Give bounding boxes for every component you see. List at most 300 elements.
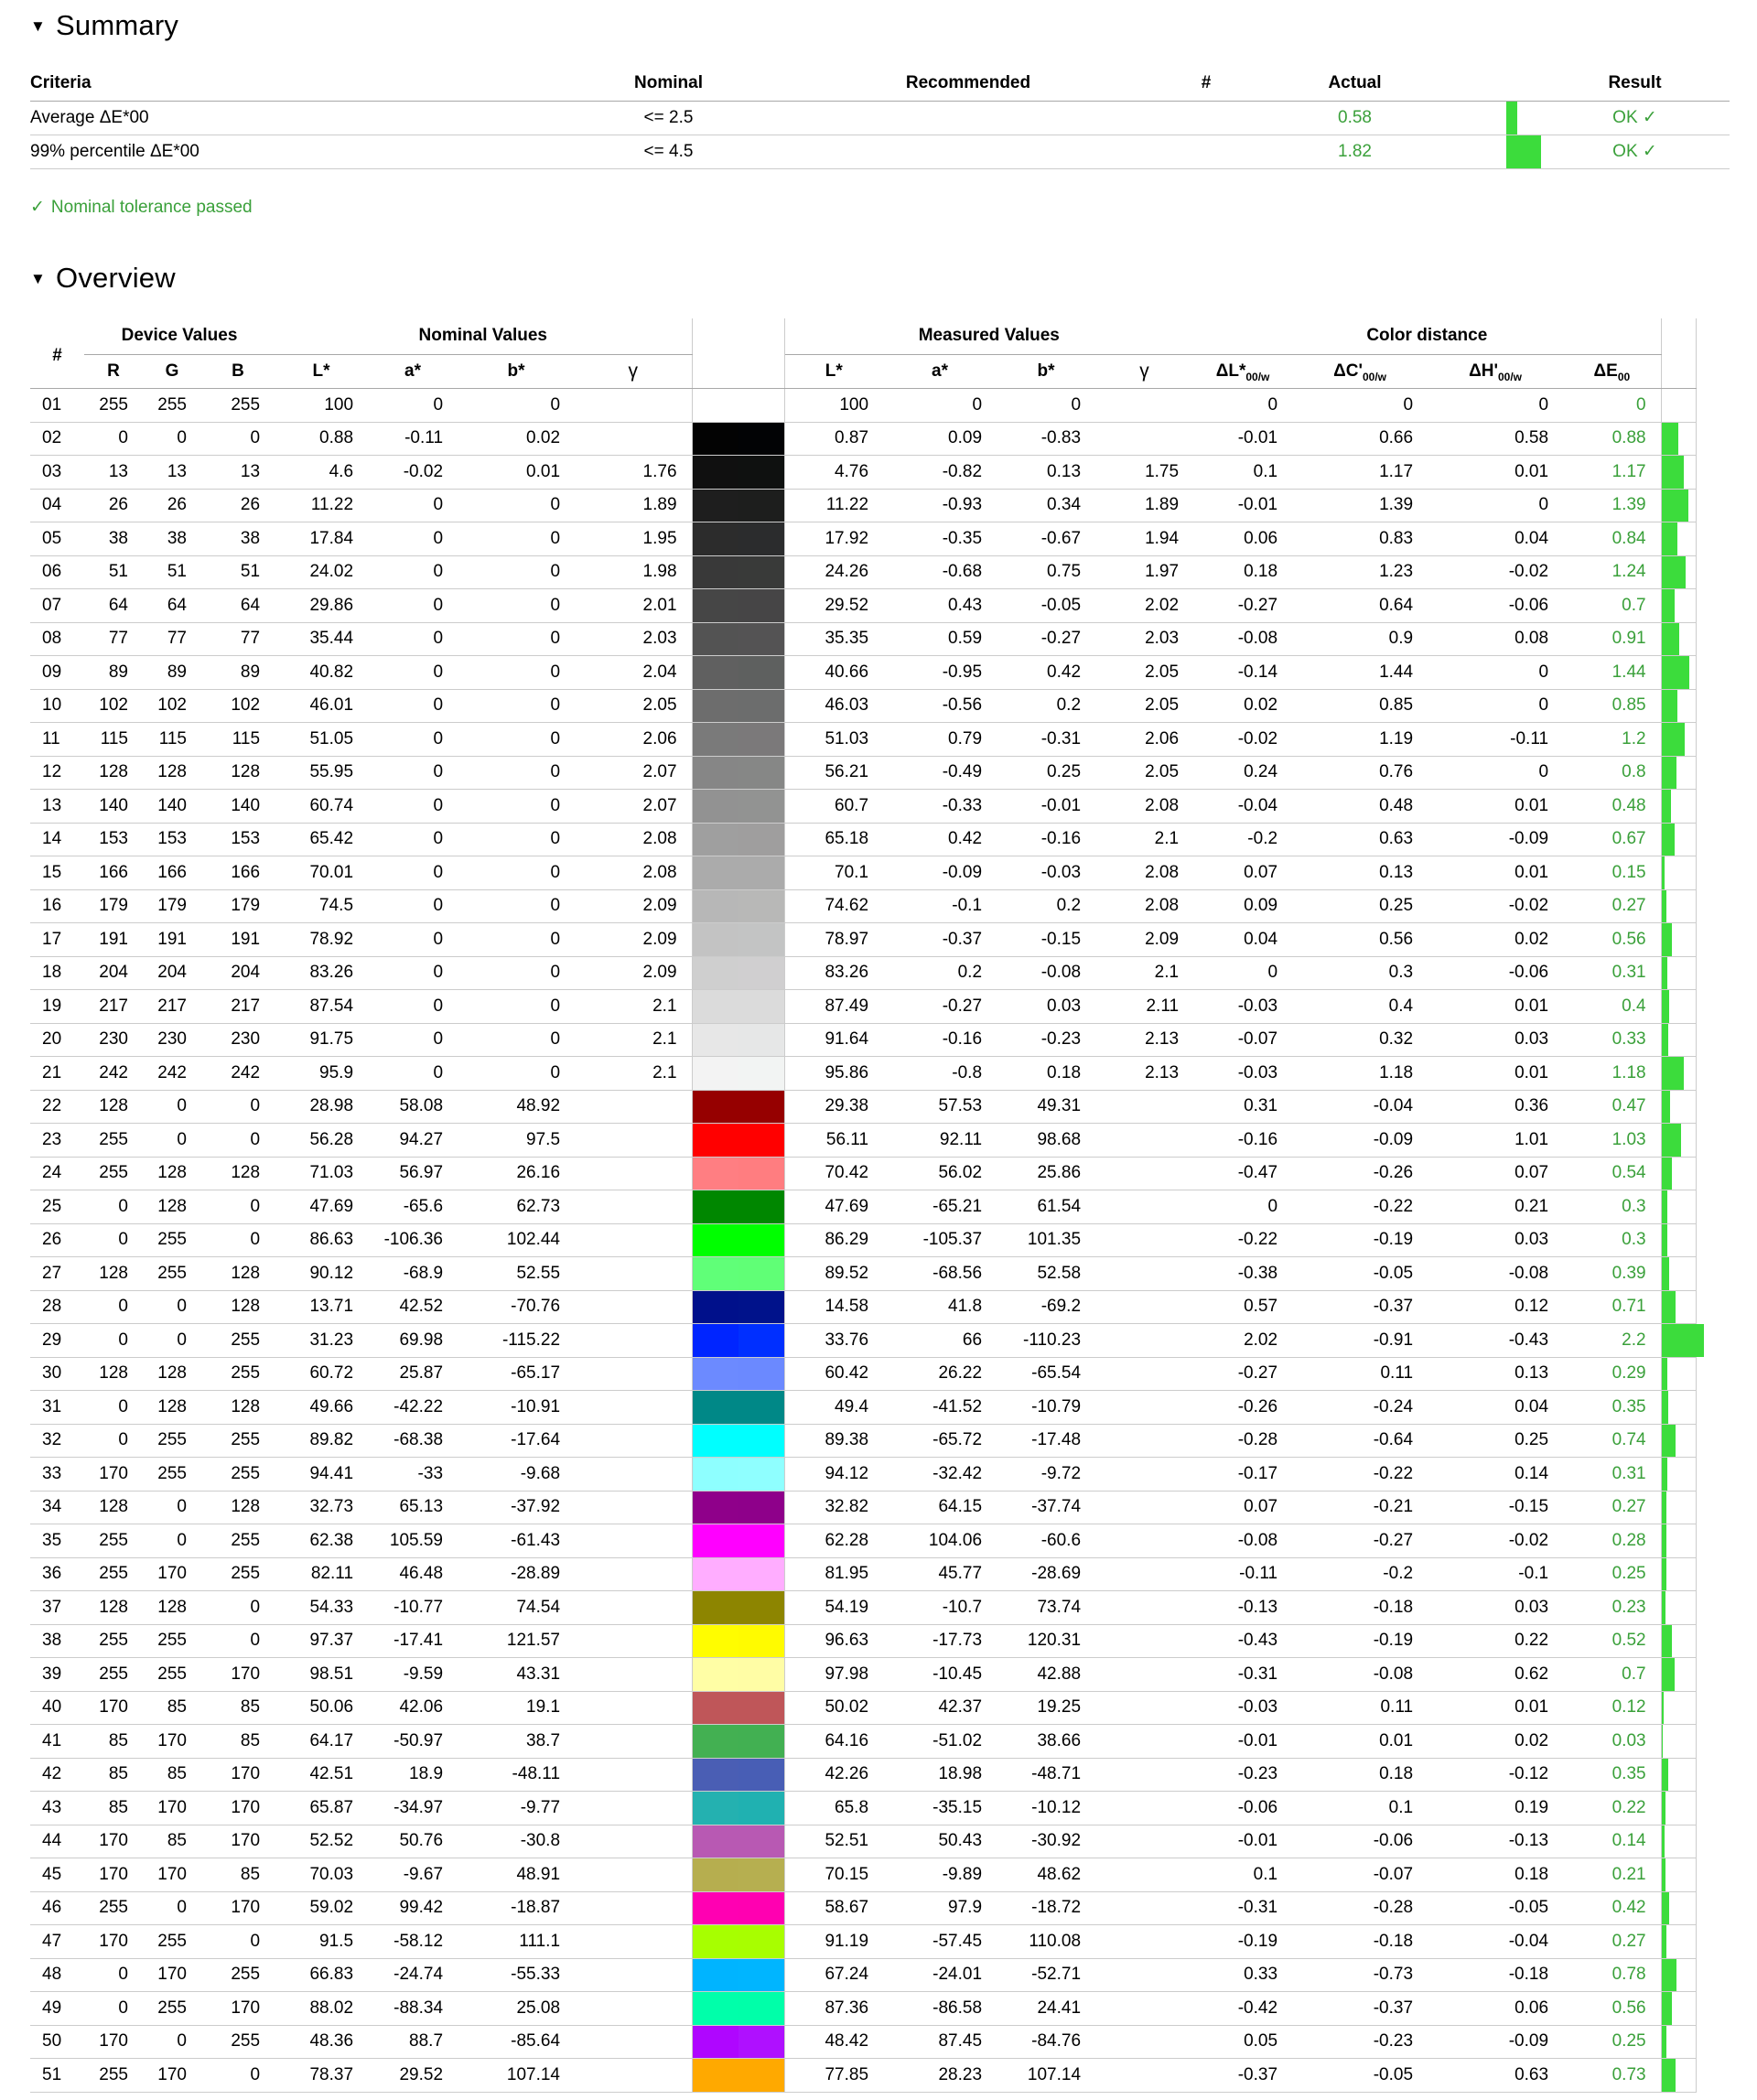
color-swatch-cell <box>692 2059 784 2093</box>
color-distance-header: Color distance <box>1193 318 1661 355</box>
delta-e-bar <box>1662 1224 1667 1257</box>
measured-l-cell: 58.67 <box>784 1891 883 1925</box>
nominal-b-cell: 0 <box>458 1023 575 1057</box>
color-swatch-cell <box>692 1223 784 1257</box>
delta-h-cell: -0.08 <box>1428 1257 1563 1291</box>
nominal-gamma-cell <box>575 1958 692 1992</box>
delta-l-cell: 0.06 <box>1193 522 1292 556</box>
nominal-b-cell: 102.44 <box>458 1223 575 1257</box>
measured-swatch-half <box>738 723 784 756</box>
delta-l-cell: 0.04 <box>1193 923 1292 957</box>
delta-c-cell: 0.48 <box>1292 790 1428 824</box>
nominal-b-cell: 0.01 <box>458 456 575 490</box>
nominal-swatch-half <box>693 1858 738 1891</box>
table-row <box>30 1624 1696 1658</box>
nominal-l-cell: 51.05 <box>275 723 368 757</box>
measured-swatch-half <box>738 456 784 489</box>
table-row <box>30 1891 1696 1925</box>
patch-number-cell: 37 <box>30 1591 84 1625</box>
device-g-cell: 77 <box>143 622 201 656</box>
nominal-gamma-cell <box>575 389 692 423</box>
delta-h-cell: -0.02 <box>1428 889 1563 923</box>
table-row <box>30 1858 1696 1892</box>
count-cell <box>1170 135 1243 168</box>
delta-e-bar <box>1662 1725 1663 1758</box>
nominal-b-cell: -17.64 <box>458 1424 575 1458</box>
measured-a-cell: 0.42 <box>883 823 997 856</box>
device-g-cell: 0 <box>143 1124 201 1158</box>
nominal-b-cell: 38.7 <box>458 1725 575 1759</box>
delta-e-cell: 0.88 <box>1563 422 1661 456</box>
nominal-swatch-half <box>693 1759 738 1792</box>
measured-b-cell: -0.08 <box>997 956 1095 990</box>
color-swatch-cell <box>692 2025 784 2059</box>
nominal-a-cell: -65.6 <box>368 1190 458 1224</box>
nominal-l-cell: 71.03 <box>275 1157 368 1190</box>
device-g-cell: 242 <box>143 1057 201 1091</box>
nominal-b-cell: 48.91 <box>458 1858 575 1892</box>
nominal-gamma-cell: 2.1 <box>575 1023 692 1057</box>
delta-l-cell: 2.02 <box>1193 1324 1292 1358</box>
delta-e-cell: 0.7 <box>1563 1658 1661 1692</box>
measured-l-cell: 40.66 <box>784 656 883 690</box>
color-swatch-cell <box>692 589 784 623</box>
measured-swatch-half <box>738 1725 784 1758</box>
table-row <box>30 456 1696 490</box>
delta-h-cell: -0.43 <box>1428 1324 1563 1358</box>
device-r-cell: 255 <box>84 1624 143 1658</box>
measured-b-cell: 25.86 <box>997 1157 1095 1190</box>
nominal-b-cell: -37.92 <box>458 1491 575 1524</box>
measured-gamma-cell <box>1095 1591 1193 1625</box>
measured-gamma-cell <box>1095 1624 1193 1658</box>
delta-h-cell: 0.03 <box>1428 1223 1563 1257</box>
delta-e-bar <box>1662 1057 1685 1090</box>
nominal-gamma-cell <box>575 1691 692 1725</box>
device-g-cell: 170 <box>143 1792 201 1825</box>
delta-c-cell: -0.18 <box>1292 1925 1428 1959</box>
patch-number-cell: 23 <box>30 1124 84 1158</box>
device-r-cell: 140 <box>84 790 143 824</box>
table-row <box>30 1691 1696 1725</box>
device-b-cell: 255 <box>201 389 275 423</box>
count-header: # <box>1170 66 1243 101</box>
nominal-l-cell: 91.75 <box>275 1023 368 1057</box>
color-swatch-cell <box>692 1357 784 1391</box>
delta-e-bar-cell <box>1661 1324 1696 1358</box>
delta-e-cell: 0.29 <box>1563 1357 1661 1391</box>
delta-e-bar <box>1662 1524 1667 1557</box>
nominal-l-cell: 64.17 <box>275 1725 368 1759</box>
device-b-cell: 255 <box>201 2025 275 2059</box>
delta-h-cell: 0.01 <box>1428 790 1563 824</box>
delta-e-bar-cell <box>1661 1458 1696 1492</box>
device-g-cell: 153 <box>143 823 201 856</box>
delta-c-cell: 0.13 <box>1292 856 1428 890</box>
measured-gamma-cell <box>1095 1925 1193 1959</box>
measured-gamma-cell <box>1095 1891 1193 1925</box>
nominal-a-cell: -0.11 <box>368 422 458 456</box>
delta-e-cell: 1.17 <box>1563 456 1661 490</box>
nominal-b-cell: 74.54 <box>458 1591 575 1625</box>
device-r-cell: 0 <box>84 1992 143 2026</box>
bar-header-spacer <box>1661 318 1696 389</box>
nominal-swatch-half <box>693 556 738 589</box>
patch-number-cell: 34 <box>30 1491 84 1524</box>
delta-e-cell: 1.39 <box>1563 489 1661 522</box>
measured-a-cell: 56.02 <box>883 1157 997 1190</box>
measured-l-cell: 97.98 <box>784 1658 883 1692</box>
delta-e-bar-cell <box>1661 1491 1696 1524</box>
measured-l-cell: 11.22 <box>784 489 883 522</box>
nominal-swatch-half <box>693 1625 738 1658</box>
nominal-b-cell: 0 <box>458 689 575 723</box>
measured-gamma-cell: 1.97 <box>1095 555 1193 589</box>
delta-e-bar-cell <box>1661 1057 1696 1091</box>
measured-a-cell: 0.79 <box>883 723 997 757</box>
measured-b-cell: -30.92 <box>997 1825 1095 1858</box>
table-row <box>30 489 1696 522</box>
color-swatch-cell <box>692 1725 784 1759</box>
delta-h-cell: 0.18 <box>1428 1858 1563 1892</box>
device-r-cell: 128 <box>84 1257 143 1291</box>
device-g-cell: 255 <box>143 1424 201 1458</box>
device-b-cell: 0 <box>201 1624 275 1658</box>
measured-b-cell: -0.15 <box>997 923 1095 957</box>
delta-e-bar <box>1662 1324 1704 1357</box>
delta-l-cell: -0.22 <box>1193 1223 1292 1257</box>
nominal-b-cell: -48.11 <box>458 1758 575 1792</box>
nominal-b-cell: 121.57 <box>458 1624 575 1658</box>
nominal-b-cell: -30.8 <box>458 1825 575 1858</box>
measured-l-cell: 70.15 <box>784 1858 883 1892</box>
measured-l-cell: 32.82 <box>784 1491 883 1524</box>
delta-c-cell: 0 <box>1292 389 1428 423</box>
measured-l-cell: 95.86 <box>784 1057 883 1091</box>
device-b-cell: 255 <box>201 1524 275 1558</box>
delta-c-cell: -0.2 <box>1292 1557 1428 1591</box>
table-row <box>30 990 1696 1024</box>
measured-l-cell: 50.02 <box>784 1691 883 1725</box>
patch-number-cell: 26 <box>30 1223 84 1257</box>
color-swatch-cell <box>692 1290 784 1324</box>
delta-e-cell: 0.33 <box>1563 1023 1661 1057</box>
patch-number-cell: 05 <box>30 522 84 556</box>
device-b-cell: 255 <box>201 1357 275 1391</box>
measured-l-cell: 0.87 <box>784 422 883 456</box>
table-row <box>30 1557 1696 1591</box>
col-header-r: R <box>84 355 143 389</box>
nominal-b-cell: 0 <box>458 555 575 589</box>
delta-e-bar <box>1506 135 1541 168</box>
measured-a-cell: -0.37 <box>883 923 997 957</box>
delta-l-cell: -0.02 <box>1193 723 1292 757</box>
device-b-cell: 170 <box>201 1825 275 1858</box>
device-g-cell: 115 <box>143 723 201 757</box>
delta-h-cell: -0.13 <box>1428 1825 1563 1858</box>
delta-e-bar-cell <box>1661 1190 1696 1224</box>
nominal-a-cell: 0 <box>368 956 458 990</box>
patch-number-cell: 27 <box>30 1257 84 1291</box>
patch-number-cell: 41 <box>30 1725 84 1759</box>
measured-b-cell: -17.48 <box>997 1424 1095 1458</box>
measured-b-cell: 0.2 <box>997 889 1095 923</box>
device-g-cell: 255 <box>143 389 201 423</box>
nominal-l-cell: 83.26 <box>275 956 368 990</box>
patch-number-cell: 28 <box>30 1290 84 1324</box>
nominal-gamma-cell <box>575 1257 692 1291</box>
measured-b-cell: -0.16 <box>997 823 1095 856</box>
delta-e-bar <box>1662 1492 1667 1524</box>
nominal-a-cell: -9.67 <box>368 1858 458 1892</box>
nominal-swatch-half <box>693 1425 738 1458</box>
nominal-a-cell: 42.52 <box>368 1290 458 1324</box>
nominal-swatch-half <box>693 1992 738 2025</box>
nominal-l-cell: 88.02 <box>275 1992 368 2026</box>
measured-a-cell: -10.45 <box>883 1658 997 1692</box>
delta-c-cell: -0.37 <box>1292 1290 1428 1324</box>
table-row <box>30 823 1696 856</box>
delta-e-cell: 1.2 <box>1563 723 1661 757</box>
delta-h-cell: -0.15 <box>1428 1491 1563 1524</box>
measured-gamma-cell: 2.09 <box>1095 923 1193 957</box>
color-swatch-cell <box>692 1691 784 1725</box>
patch-number-cell: 29 <box>30 1324 84 1358</box>
patch-number-cell: 25 <box>30 1190 84 1224</box>
table-row <box>30 2059 1696 2093</box>
nominal-b-cell: 0 <box>458 389 575 423</box>
measured-gamma-cell <box>1095 1725 1193 1759</box>
measured-gamma-cell: 2.08 <box>1095 856 1193 890</box>
nominal-a-cell: 0 <box>368 723 458 757</box>
delta-l-cell: -0.26 <box>1193 1391 1292 1425</box>
delta-e-cell: 0.14 <box>1563 1825 1661 1858</box>
delta-h-cell: 0.22 <box>1428 1624 1563 1658</box>
nominal-b-cell: -10.91 <box>458 1391 575 1425</box>
nominal-b-cell: 0 <box>458 589 575 623</box>
measured-a-cell: -0.56 <box>883 689 997 723</box>
device-g-cell: 170 <box>143 2059 201 2093</box>
measured-gamma-cell <box>1095 1992 1193 2026</box>
device-b-cell: 255 <box>201 1958 275 1992</box>
delta-e-bar <box>1662 1024 1668 1057</box>
patch-number-cell: 18 <box>30 956 84 990</box>
delta-l-cell: -0.01 <box>1193 422 1292 456</box>
nominal-swatch-half <box>693 1257 738 1290</box>
measured-swatch-half <box>738 1091 784 1124</box>
nominal-b-cell: -65.17 <box>458 1357 575 1391</box>
device-b-cell: 51 <box>201 555 275 589</box>
delta-h-cell: 0.25 <box>1428 1424 1563 1458</box>
nominal-l-cell: 32.73 <box>275 1491 368 1524</box>
device-r-cell: 170 <box>84 1458 143 1492</box>
delta-l-cell: 0 <box>1193 389 1292 423</box>
nominal-a-cell: -58.12 <box>368 1925 458 1959</box>
nominal-gamma-cell: 2.08 <box>575 856 692 890</box>
nominal-a-cell: -34.97 <box>368 1792 458 1825</box>
nominal-header: Nominal <box>570 66 767 101</box>
delta-c-cell: 1.17 <box>1292 456 1428 490</box>
nominal-l-cell: 94.41 <box>275 1458 368 1492</box>
nominal-a-cell: 0 <box>368 656 458 690</box>
measured-b-cell: 110.08 <box>997 1925 1095 1959</box>
delta-e-bar <box>1662 1458 1668 1491</box>
nominal-b-cell: 0 <box>458 489 575 522</box>
device-b-cell: 166 <box>201 856 275 890</box>
device-r-cell: 0 <box>84 1424 143 1458</box>
device-r-cell: 0 <box>84 1324 143 1358</box>
measured-l-cell: 46.03 <box>784 689 883 723</box>
nominal-l-cell: 11.22 <box>275 489 368 522</box>
measured-swatch-half <box>738 757 784 790</box>
summary-bar-cell <box>1467 101 1540 135</box>
delta-l-cell: -0.03 <box>1193 990 1292 1024</box>
nominal-b-cell: 0.02 <box>458 422 575 456</box>
delta-e-cell: 2.2 <box>1563 1324 1661 1358</box>
criteria-cell: 99% percentile ΔE*00 <box>30 135 570 168</box>
actual-value: 1.82 <box>1243 135 1467 168</box>
delta-e-bar <box>1662 790 1671 823</box>
measured-l-cell: 17.92 <box>784 522 883 556</box>
nominal-swatch-half <box>693 1158 738 1190</box>
measured-swatch-half <box>738 1458 784 1491</box>
delta-e-bar <box>1662 957 1668 990</box>
device-r-cell: 128 <box>84 756 143 790</box>
table-row <box>30 689 1696 723</box>
color-swatch-cell <box>692 956 784 990</box>
device-g-cell: 64 <box>143 589 201 623</box>
device-b-cell: 0 <box>201 1090 275 1124</box>
nominal-a-cell: 105.59 <box>368 1524 458 1558</box>
color-swatch-cell <box>692 1825 784 1858</box>
delta-l-cell: -0.11 <box>1193 1557 1292 1591</box>
measured-a-cell: 97.9 <box>883 1891 997 1925</box>
measured-swatch-half <box>738 1825 784 1858</box>
delta-e-cell: 0 <box>1563 389 1661 423</box>
delta-e-bar <box>1662 1124 1682 1157</box>
nominal-swatch-half <box>693 1825 738 1858</box>
delta-e-cell: 0.25 <box>1563 1557 1661 1591</box>
delta-h-cell: -0.09 <box>1428 2025 1563 2059</box>
delta-h-cell: 0 <box>1428 656 1563 690</box>
col-header-nominal-a: a* <box>368 355 458 389</box>
nominal-b-cell: -70.76 <box>458 1290 575 1324</box>
delta-e-bar <box>1662 1892 1670 1925</box>
device-r-cell: 255 <box>84 1658 143 1692</box>
summary-row-percentile <box>30 135 1730 168</box>
col-header-g: G <box>143 355 201 389</box>
delta-e-bar-cell <box>1661 790 1696 824</box>
measured-swatch-half <box>738 423 784 456</box>
delta-c-cell: 1.18 <box>1292 1057 1428 1091</box>
delta-e-bar <box>1662 990 1669 1023</box>
measured-b-cell: 42.88 <box>997 1658 1095 1692</box>
result-label: OK <box>1612 108 1638 127</box>
delta-l-cell: 0.1 <box>1193 1858 1292 1892</box>
nominal-gamma-cell <box>575 1491 692 1524</box>
table-row <box>30 622 1696 656</box>
delta-l-cell: -0.17 <box>1193 1458 1292 1492</box>
delta-c-cell: -0.24 <box>1292 1391 1428 1425</box>
nominal-gamma-cell: 1.95 <box>575 522 692 556</box>
measured-a-cell: -0.49 <box>883 756 997 790</box>
nominal-b-cell: 0 <box>458 756 575 790</box>
delta-l-cell: -0.42 <box>1193 1992 1292 2026</box>
patch-number-cell: 22 <box>30 1090 84 1124</box>
patch-number-cell: 40 <box>30 1691 84 1725</box>
device-b-cell: 0 <box>201 1124 275 1158</box>
patch-number-cell: 24 <box>30 1157 84 1190</box>
table-row <box>30 723 1696 757</box>
color-swatch-cell <box>692 1057 784 1091</box>
measured-l-cell: 91.64 <box>784 1023 883 1057</box>
color-swatch-cell <box>692 1458 784 1492</box>
measured-b-cell: 0.25 <box>997 756 1095 790</box>
device-g-cell: 26 <box>143 489 201 522</box>
measured-a-cell: -0.8 <box>883 1057 997 1091</box>
nominal-gamma-cell: 2.01 <box>575 589 692 623</box>
measured-gamma-cell: 1.89 <box>1095 489 1193 522</box>
color-swatch-cell <box>692 1958 784 1992</box>
delta-c-cell: -0.09 <box>1292 1124 1428 1158</box>
measured-l-cell: 47.69 <box>784 1190 883 1224</box>
nominal-cell: <= 4.5 <box>570 135 767 168</box>
measured-swatch-half <box>738 856 784 889</box>
patch-number-cell: 48 <box>30 1958 84 1992</box>
delta-l-cell: 0.1 <box>1193 456 1292 490</box>
device-g-cell: 204 <box>143 956 201 990</box>
measured-swatch-half <box>738 1425 784 1458</box>
count-cell <box>1170 101 1243 135</box>
overview-sub-header-row <box>30 355 1696 389</box>
delta-e-cell: 0.25 <box>1563 2025 1661 2059</box>
measured-l-cell: 51.03 <box>784 723 883 757</box>
measured-gamma-cell <box>1095 1257 1193 1291</box>
measured-gamma-cell <box>1095 1557 1193 1591</box>
delta-c-cell: 1.23 <box>1292 555 1428 589</box>
patch-number-cell: 50 <box>30 2025 84 2059</box>
device-g-cell: 0 <box>143 1324 201 1358</box>
nominal-gamma-cell: 1.76 <box>575 456 692 490</box>
bar-header-spacer <box>1467 66 1540 101</box>
measured-gamma-cell <box>1095 1157 1193 1190</box>
collapse-triangle-icon[interactable]: ▼ <box>30 17 47 35</box>
delta-h-cell: 0.58 <box>1428 422 1563 456</box>
measured-a-cell: -0.16 <box>883 1023 997 1057</box>
measured-swatch-half <box>738 1625 784 1658</box>
delta-e-cell: 0.3 <box>1563 1223 1661 1257</box>
collapse-triangle-icon[interactable]: ▼ <box>30 269 47 287</box>
device-g-cell: 140 <box>143 790 201 824</box>
nominal-b-cell: 111.1 <box>458 1925 575 1959</box>
measured-a-cell: -51.02 <box>883 1725 997 1759</box>
delta-l-cell: 0.33 <box>1193 1958 1292 1992</box>
delta-e-bar <box>1662 2059 1676 2092</box>
delta-l-cell: -0.04 <box>1193 790 1292 824</box>
device-b-cell: 128 <box>201 1290 275 1324</box>
device-r-cell: 0 <box>84 1223 143 1257</box>
delta-c-cell: 0.9 <box>1292 622 1428 656</box>
nominal-gamma-cell <box>575 1324 692 1358</box>
measured-a-cell: -0.93 <box>883 489 997 522</box>
delta-h-cell: 0.03 <box>1428 1023 1563 1057</box>
color-swatch-cell <box>692 1891 784 1925</box>
delta-e-bar <box>1662 1825 1665 1858</box>
nominal-a-cell: -0.02 <box>368 456 458 490</box>
nominal-l-cell: 42.51 <box>275 1758 368 1792</box>
delta-e-bar-cell <box>1661 555 1696 589</box>
delta-e-bar-cell <box>1661 1725 1696 1759</box>
